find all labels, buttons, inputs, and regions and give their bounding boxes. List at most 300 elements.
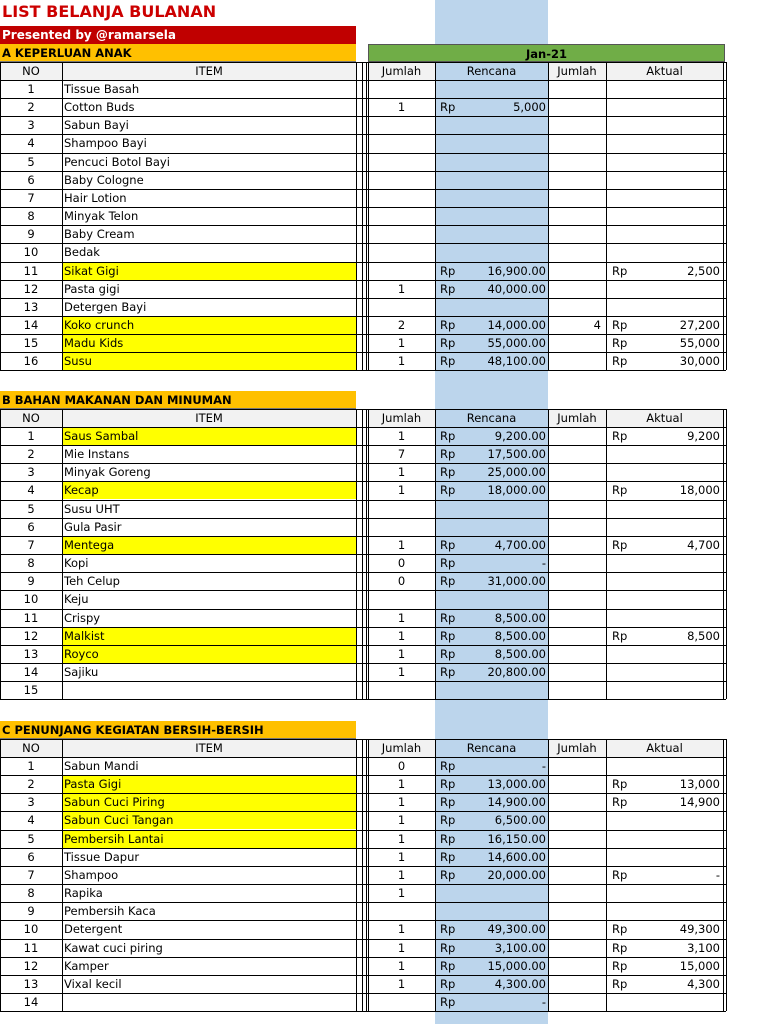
- actual-amount-cell[interactable]: 2,500: [687, 264, 720, 278]
- planned-amount-cell[interactable]: -: [541, 759, 546, 773]
- planned-quantity-cell[interactable]: 1: [397, 647, 406, 661]
- actual-quantity-cell[interactable]: [548, 866, 603, 884]
- planned-quantity-cell[interactable]: 1: [397, 538, 406, 552]
- grid-line: [0, 134, 726, 135]
- item-name-cell[interactable]: Kecap: [62, 481, 356, 499]
- grid-line: [0, 590, 726, 591]
- item-name-cell[interactable]: Sajiku: [64, 665, 99, 679]
- grid-line: [0, 225, 726, 226]
- item-name-cell[interactable]: Baby Cream: [64, 227, 135, 241]
- planned-quantity-cell[interactable]: 1: [397, 100, 406, 114]
- planned-currency-label: Rp: [440, 336, 456, 350]
- actual-amount-cell[interactable]: [642, 134, 720, 152]
- actual-amount-cell[interactable]: 49,300: [679, 922, 720, 936]
- actual-currency-label: [612, 171, 642, 189]
- actual-amount-cell[interactable]: [642, 848, 720, 866]
- actual-amount-cell[interactable]: [642, 609, 720, 627]
- actual-amount-cell[interactable]: [642, 207, 720, 225]
- planned-quantity-cell[interactable]: 1: [397, 977, 406, 991]
- actual-quantity-cell[interactable]: [548, 757, 603, 775]
- actual-quantity-cell[interactable]: [548, 645, 603, 663]
- grid-line: [0, 334, 726, 335]
- planned-quantity-cell[interactable]: [368, 207, 435, 225]
- actual-amount-cell[interactable]: [642, 116, 720, 134]
- planned-quantity-cell[interactable]: [368, 500, 435, 518]
- planned-amount-cell[interactable]: 40,000.00: [487, 282, 546, 296]
- actual-amount-cell[interactable]: [642, 298, 720, 316]
- actual-amount-cell[interactable]: [642, 153, 720, 171]
- actual-quantity-cell[interactable]: [548, 445, 603, 463]
- planned-quantity-cell[interactable]: 0: [397, 556, 406, 570]
- grid-line: [0, 481, 726, 482]
- planned-quantity-cell[interactable]: 7: [397, 447, 406, 461]
- planned-amount-cell[interactable]: 4,700.00: [494, 538, 546, 552]
- actual-amount-cell[interactable]: [642, 80, 720, 98]
- planned-amount-cell[interactable]: 9,200.00: [494, 429, 546, 443]
- item-name-cell[interactable]: Sabun Cuci Piring: [62, 793, 356, 811]
- row-number: 4: [27, 483, 35, 497]
- planned-quantity-cell[interactable]: 1: [397, 354, 406, 368]
- planned-quantity-cell[interactable]: 1: [397, 850, 406, 864]
- actual-amount-cell[interactable]: [642, 243, 720, 261]
- actual-amount-cell[interactable]: [642, 518, 720, 536]
- planned-amount-cell[interactable]: 5,000: [513, 100, 546, 114]
- row-number: 2: [27, 447, 35, 461]
- grid-line: [0, 739, 726, 740]
- item-name-cell[interactable]: Kopi: [64, 556, 89, 570]
- item-name-cell[interactable]: Royco: [62, 645, 356, 663]
- item-name-cell[interactable]: [62, 993, 356, 1011]
- actual-quantity-cell[interactable]: 4: [593, 318, 601, 332]
- planned-amount-cell[interactable]: -: [541, 995, 546, 1009]
- item-name-cell[interactable]: Pasta gigi: [64, 282, 120, 296]
- column-header-jumlah: Jumlah: [368, 62, 435, 80]
- planned-quantity-cell[interactable]: 1: [397, 611, 406, 625]
- actual-quantity-cell[interactable]: [548, 98, 603, 116]
- item-name-cell[interactable]: Mie Instans: [64, 447, 130, 461]
- planned-quantity-cell[interactable]: [368, 243, 435, 261]
- actual-amount-cell[interactable]: [642, 902, 720, 920]
- grid-line: [0, 171, 726, 172]
- actual-amount-cell[interactable]: [642, 554, 720, 572]
- actual-amount-cell[interactable]: 13,000: [679, 777, 720, 791]
- planned-quantity-cell[interactable]: [368, 590, 435, 608]
- planned-amount-cell[interactable]: [470, 884, 546, 902]
- item-name-cell[interactable]: Tissue Dapur: [64, 850, 140, 864]
- planned-currency-label: Rp: [440, 483, 456, 497]
- grid-line: [0, 884, 726, 885]
- column-header-no: NO: [0, 739, 62, 757]
- planned-amount-cell[interactable]: 8,500.00: [494, 611, 546, 625]
- actual-quantity-cell[interactable]: [548, 207, 603, 225]
- planned-currency-label: Rp: [440, 977, 456, 991]
- planned-quantity-cell[interactable]: 0: [397, 574, 406, 588]
- actual-amount-cell[interactable]: [642, 590, 720, 608]
- planned-quantity-cell[interactable]: 2: [397, 318, 406, 332]
- grid-line: [0, 463, 726, 464]
- item-name-cell[interactable]: [62, 681, 356, 699]
- planned-amount-cell[interactable]: [470, 243, 546, 261]
- item-name-cell[interactable]: Baby Cologne: [64, 173, 144, 187]
- planned-amount-cell[interactable]: 14,000.00: [487, 318, 546, 332]
- grid-line: [0, 243, 726, 244]
- planned-quantity-cell[interactable]: 1: [397, 813, 406, 827]
- item-name-cell[interactable]: Vixal kecil: [64, 977, 122, 991]
- actual-quantity-cell[interactable]: [548, 243, 603, 261]
- planned-amount-cell[interactable]: 4,300.00: [494, 977, 546, 991]
- actual-amount-cell[interactable]: 9,200: [687, 429, 720, 443]
- actual-quantity-cell[interactable]: [548, 280, 603, 298]
- actual-quantity-cell[interactable]: [548, 663, 603, 681]
- planned-amount-cell[interactable]: [470, 298, 546, 316]
- planned-quantity-cell[interactable]: [368, 518, 435, 536]
- actual-quantity-cell[interactable]: [548, 975, 603, 993]
- actual-amount-cell[interactable]: 55,000: [679, 336, 720, 350]
- actual-amount-cell[interactable]: [642, 572, 720, 590]
- planned-amount-cell[interactable]: 8,500.00: [494, 647, 546, 661]
- planned-amount-cell[interactable]: 48,100.00: [487, 354, 546, 368]
- planned-quantity-cell[interactable]: [368, 225, 435, 243]
- actual-currency-label: Rp: [612, 629, 628, 643]
- grid-line: [0, 920, 726, 921]
- planned-currency-label: [440, 134, 470, 152]
- actual-quantity-cell[interactable]: [548, 171, 603, 189]
- actual-amount-cell[interactable]: [642, 98, 720, 116]
- planned-amount-cell[interactable]: 20,800.00: [487, 665, 546, 679]
- planned-quantity-cell[interactable]: [368, 681, 435, 699]
- actual-currency-label: Rp: [612, 429, 628, 443]
- column-header-item: ITEM: [62, 739, 356, 757]
- actual-amount-cell[interactable]: -: [715, 868, 720, 882]
- actual-currency-label: [612, 884, 642, 902]
- planned-amount-cell[interactable]: [470, 902, 546, 920]
- row-number: 12: [23, 282, 39, 296]
- grid-line: [0, 1011, 726, 1012]
- planned-currency-label: [440, 171, 470, 189]
- planned-amount-cell[interactable]: 55,000.00: [487, 336, 546, 350]
- item-name-cell[interactable]: Minyak Telon: [64, 209, 139, 223]
- planned-quantity-cell[interactable]: [368, 171, 435, 189]
- actual-quantity-cell[interactable]: [548, 920, 603, 938]
- planned-currency-label: Rp: [440, 354, 456, 368]
- planned-currency-label: Rp: [440, 832, 456, 846]
- item-name-cell[interactable]: Keju: [64, 592, 89, 606]
- item-name-cell[interactable]: Gula Pasir: [64, 520, 122, 534]
- actual-quantity-cell[interactable]: [548, 554, 603, 572]
- planned-quantity-cell[interactable]: 1: [397, 282, 406, 296]
- actual-quantity-cell[interactable]: [548, 262, 603, 280]
- column-header-item: ITEM: [62, 62, 356, 80]
- row-number: 1: [27, 82, 35, 96]
- planned-quantity-cell[interactable]: [368, 153, 435, 171]
- actual-amount-cell[interactable]: [642, 830, 720, 848]
- actual-amount-cell[interactable]: 18,000: [679, 483, 720, 497]
- planned-amount-cell[interactable]: 25,000.00: [487, 465, 546, 479]
- item-name-cell[interactable]: Sabun Bayi: [64, 118, 129, 132]
- planned-quantity-cell[interactable]: [368, 116, 435, 134]
- actual-quantity-cell[interactable]: [548, 298, 603, 316]
- actual-quantity-cell[interactable]: [548, 500, 603, 518]
- planned-amount-cell[interactable]: [470, 116, 546, 134]
- column-header-rencana: Rencana: [466, 741, 517, 755]
- planned-quantity-cell[interactable]: 1: [397, 429, 406, 443]
- actual-amount-cell[interactable]: [642, 811, 720, 829]
- actual-quantity-cell[interactable]: [548, 153, 603, 171]
- actual-amount-cell[interactable]: [642, 993, 720, 1011]
- planned-quantity-cell[interactable]: 1: [397, 795, 406, 809]
- planned-quantity-cell[interactable]: 1: [397, 868, 406, 882]
- actual-quantity-cell[interactable]: [548, 793, 603, 811]
- planned-quantity-cell[interactable]: 1: [397, 465, 406, 479]
- actual-amount-cell[interactable]: [642, 681, 720, 699]
- actual-amount-cell[interactable]: 30,000: [679, 354, 720, 368]
- actual-amount-cell[interactable]: [642, 171, 720, 189]
- actual-currency-label: [612, 518, 642, 536]
- planned-quantity-cell[interactable]: [368, 993, 435, 1011]
- planned-quantity-cell[interactable]: [368, 262, 435, 280]
- planned-quantity-cell[interactable]: [368, 902, 435, 920]
- item-name-cell[interactable]: Detergent: [64, 922, 123, 936]
- grid-line: [356, 409, 357, 699]
- item-name-cell[interactable]: Rapika: [64, 886, 103, 900]
- actual-amount-cell[interactable]: 3,100: [687, 941, 720, 955]
- actual-amount-cell[interactable]: 4,700: [687, 538, 720, 552]
- planned-amount-cell[interactable]: 20,000.00: [487, 868, 546, 882]
- planned-amount-cell[interactable]: [470, 171, 546, 189]
- actual-amount-cell[interactable]: 15,000: [679, 959, 720, 973]
- planned-quantity-cell[interactable]: 1: [397, 832, 406, 846]
- planned-amount-cell[interactable]: 49,300.00: [487, 922, 546, 936]
- planned-amount-cell[interactable]: 14,900.00: [487, 795, 546, 809]
- planned-amount-cell[interactable]: 13,000.00: [487, 777, 546, 791]
- grid-line: [726, 409, 727, 699]
- grid-line: [435, 62, 436, 370]
- item-name-cell[interactable]: Kawat cuci piring: [64, 941, 163, 955]
- planned-amount-cell[interactable]: 31,000.00: [487, 574, 546, 588]
- actual-quantity-cell[interactable]: [548, 775, 603, 793]
- actual-quantity-cell[interactable]: [548, 225, 603, 243]
- planned-amount-cell[interactable]: [470, 518, 546, 536]
- planned-currency-label: Rp: [440, 611, 456, 625]
- grid-line: [0, 627, 726, 628]
- item-name-cell[interactable]: Detergen Bayi: [64, 300, 147, 314]
- actual-quantity-cell[interactable]: [548, 609, 603, 627]
- actual-currency-label: [612, 134, 642, 152]
- item-name-cell[interactable]: Pembersih Lantai: [62, 830, 356, 848]
- planned-currency-label: [440, 207, 470, 225]
- item-name-cell[interactable]: Sabun Cuci Tangan: [62, 811, 356, 829]
- planned-quantity-cell[interactable]: [368, 298, 435, 316]
- item-name-cell[interactable]: Sikat Gigi: [62, 262, 356, 280]
- planned-amount-cell[interactable]: [470, 500, 546, 518]
- column-header-jumlah-actual: Jumlah: [548, 739, 606, 757]
- actual-quantity-cell[interactable]: [548, 590, 603, 608]
- actual-currency-label: [612, 590, 642, 608]
- planned-currency-label: Rp: [440, 647, 456, 661]
- actual-currency-label: [612, 80, 642, 98]
- actual-quantity-cell[interactable]: [548, 902, 603, 920]
- grid-line: [0, 445, 726, 446]
- item-name-cell[interactable]: Teh Celup: [64, 574, 120, 588]
- grid-line: [0, 939, 726, 940]
- item-name-cell[interactable]: Pasta Gigi: [62, 775, 356, 793]
- row-number: 7: [27, 538, 35, 552]
- actual-amount-cell[interactable]: 8,500: [687, 629, 720, 643]
- planned-quantity-cell[interactable]: 1: [397, 922, 406, 936]
- planned-quantity-cell[interactable]: 1: [397, 941, 406, 955]
- actual-quantity-cell[interactable]: [548, 681, 603, 699]
- actual-amount-cell[interactable]: 14,900: [679, 795, 720, 809]
- item-name-cell[interactable]: Madu Kids: [62, 334, 356, 352]
- planned-amount-cell[interactable]: 17,500.00: [487, 447, 546, 461]
- actual-currency-label: [612, 609, 642, 627]
- planned-quantity-cell[interactable]: 1: [397, 483, 406, 497]
- presented-by-banner: Presented by @ramarsela: [0, 26, 356, 44]
- row-number: 4: [27, 136, 35, 150]
- actual-amount-cell[interactable]: [642, 757, 720, 775]
- planned-amount-cell[interactable]: -: [541, 556, 546, 570]
- item-name-cell[interactable]: Hair Lotion: [64, 191, 127, 205]
- actual-quantity-cell[interactable]: [548, 572, 603, 590]
- planned-amount-cell[interactable]: 14,600.00: [487, 850, 546, 864]
- grid-line: [0, 62, 726, 63]
- planned-quantity-cell[interactable]: [368, 134, 435, 152]
- grid-line: [0, 902, 726, 903]
- planned-amount-cell[interactable]: 16,900.00: [487, 264, 546, 278]
- item-name-cell[interactable]: Shampoo Bayi: [64, 136, 147, 150]
- row-number: 9: [27, 227, 35, 241]
- actual-amount-cell[interactable]: [642, 225, 720, 243]
- planned-quantity-cell[interactable]: 1: [397, 886, 406, 900]
- planned-amount-cell[interactable]: [470, 189, 546, 207]
- actual-quantity-cell[interactable]: [548, 134, 603, 152]
- actual-quantity-cell[interactable]: [548, 884, 603, 902]
- actual-quantity-cell[interactable]: [548, 536, 603, 554]
- planned-quantity-cell[interactable]: 1: [397, 777, 406, 791]
- row-number: 4: [27, 813, 35, 827]
- actual-quantity-cell[interactable]: [548, 334, 603, 352]
- actual-amount-cell[interactable]: [642, 500, 720, 518]
- grid-line: [0, 207, 726, 208]
- actual-quantity-cell[interactable]: [548, 427, 603, 445]
- column-header-jumlah-actual: Jumlah: [548, 409, 606, 427]
- planned-quantity-cell[interactable]: [368, 189, 435, 207]
- actual-quantity-cell[interactable]: [548, 518, 603, 536]
- actual-amount-cell[interactable]: [642, 645, 720, 663]
- actual-quantity-cell[interactable]: [548, 481, 603, 499]
- item-name-cell[interactable]: Kamper: [64, 959, 109, 973]
- planned-quantity-cell[interactable]: 0: [397, 759, 406, 773]
- item-name-cell[interactable]: Susu UHT: [64, 502, 120, 516]
- planned-amount-cell[interactable]: 16,150.00: [487, 832, 546, 846]
- item-name-cell[interactable]: Malkist: [62, 627, 356, 645]
- actual-quantity-cell[interactable]: [548, 830, 603, 848]
- item-name-cell[interactable]: Shampoo: [64, 868, 119, 882]
- item-name-cell[interactable]: Minyak Goreng: [64, 465, 151, 479]
- planned-quantity-cell[interactable]: 1: [397, 336, 406, 350]
- item-name-cell[interactable]: Crispy: [64, 611, 101, 625]
- row-number: 14: [23, 318, 39, 332]
- planned-currency-label: Rp: [440, 465, 456, 479]
- row-number: 1: [27, 429, 35, 443]
- row-number: 10: [23, 922, 39, 936]
- item-name-cell[interactable]: Tissue Basah: [64, 82, 140, 96]
- planned-amount-cell[interactable]: 3,100.00: [494, 941, 546, 955]
- actual-amount-cell[interactable]: [642, 884, 720, 902]
- grid-line: [723, 409, 724, 699]
- month-header[interactable]: Jan-21: [368, 44, 725, 62]
- actual-amount-cell[interactable]: 4,300: [687, 977, 720, 991]
- item-name-cell[interactable]: Sabun Mandi: [64, 759, 139, 773]
- actual-amount-cell[interactable]: [642, 463, 720, 481]
- grid-line: [435, 739, 436, 1011]
- item-name-cell[interactable]: Pencuci Botol Bayi: [64, 155, 170, 169]
- planned-amount-cell[interactable]: 6,500.00: [494, 813, 546, 827]
- actual-amount-cell[interactable]: 27,200: [679, 318, 720, 332]
- row-number: 14: [23, 665, 39, 679]
- item-name-cell[interactable]: Cotton Buds: [64, 100, 135, 114]
- planned-quantity-cell[interactable]: [368, 80, 435, 98]
- grid-line: [726, 739, 727, 1011]
- planned-amount-cell[interactable]: [470, 134, 546, 152]
- actual-quantity-cell[interactable]: [548, 463, 603, 481]
- grid-line: [435, 409, 436, 699]
- grid-line: [0, 957, 726, 958]
- actual-quantity-cell[interactable]: [548, 957, 603, 975]
- item-name-cell[interactable]: Mentega: [62, 536, 356, 554]
- planned-amount-cell[interactable]: 8,500.00: [494, 629, 546, 643]
- actual-amount-cell[interactable]: [642, 189, 720, 207]
- actual-quantity-cell[interactable]: [548, 352, 603, 370]
- planned-amount-cell[interactable]: 15,000.00: [487, 959, 546, 973]
- planned-quantity-cell[interactable]: 1: [397, 629, 406, 643]
- actual-quantity-cell[interactable]: [548, 189, 603, 207]
- actual-quantity-cell[interactable]: [548, 116, 603, 134]
- planned-amount-cell[interactable]: [470, 80, 546, 98]
- actual-quantity-cell[interactable]: [548, 939, 603, 957]
- planned-amount-cell[interactable]: [470, 207, 546, 225]
- row-number: 11: [23, 264, 39, 278]
- planned-quantity-cell[interactable]: 1: [397, 959, 406, 973]
- item-name-cell[interactable]: Susu: [62, 352, 356, 370]
- item-name-cell[interactable]: Saus Sambal: [62, 427, 356, 445]
- section-title: C PENUNJANG KEGIATAN BERSIH-BERSIH: [0, 721, 356, 739]
- row-number: 10: [23, 245, 39, 259]
- item-name-cell[interactable]: Pembersih Kaca: [64, 904, 156, 918]
- planned-amount-cell[interactable]: [470, 681, 546, 699]
- item-name-cell[interactable]: Koko crunch: [62, 316, 356, 334]
- planned-amount-cell[interactable]: [470, 590, 546, 608]
- planned-amount-cell[interactable]: [470, 153, 546, 171]
- actual-quantity-cell[interactable]: [548, 80, 603, 98]
- actual-quantity-cell[interactable]: [548, 627, 603, 645]
- grid-line: [0, 189, 726, 190]
- planned-amount-cell[interactable]: [470, 225, 546, 243]
- actual-currency-label: [612, 993, 642, 1011]
- planned-quantity-cell[interactable]: 1: [397, 665, 406, 679]
- actual-amount-cell[interactable]: [642, 663, 720, 681]
- item-name-cell[interactable]: Bedak: [64, 245, 100, 259]
- actual-amount-cell[interactable]: [642, 445, 720, 463]
- planned-amount-cell[interactable]: 18,000.00: [487, 483, 546, 497]
- grid-line: [0, 993, 726, 994]
- planned-currency-label: Rp: [440, 264, 456, 278]
- planned-currency-label: Rp: [440, 629, 456, 643]
- actual-quantity-cell[interactable]: [548, 993, 603, 1011]
- actual-amount-cell[interactable]: [642, 280, 720, 298]
- actual-quantity-cell[interactable]: [548, 848, 603, 866]
- actual-quantity-cell[interactable]: [548, 811, 603, 829]
